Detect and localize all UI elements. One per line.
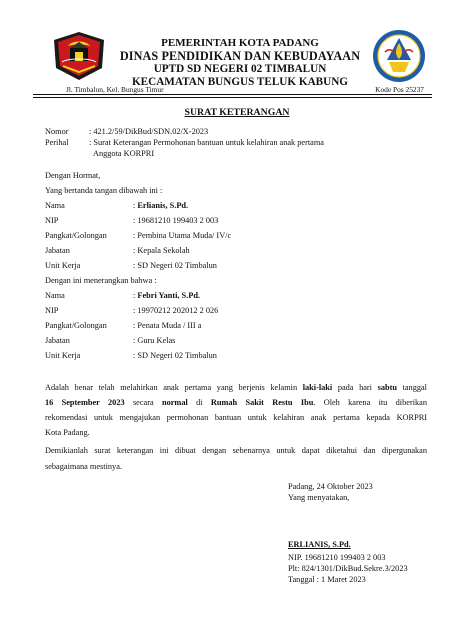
subject-jabatan-row: : Guru Kelas [133,336,176,345]
subject-pangkat-row: : Penata Muda / III a [133,321,202,330]
subject-nama-row: : Febri Yanti, S.Pd. [133,291,201,300]
perihal-value: : Surat Keterangan Permohonan bantuan untuk kelahiran anak pertama [89,138,324,147]
signer-unit-row: : SD Negeri 02 Timbalun [133,261,217,270]
letterhead-postcode: Kode Pos 25237 [375,85,424,94]
intro-subject: Dengan ini menerangkan bahwa : [45,276,157,285]
padang-city-emblem-icon [50,30,108,82]
subject-unit-label: Unit Kerja [45,351,81,360]
letterhead-title [108,37,372,89]
subject-nama-label: Nama [45,291,65,300]
signer-pangkat-value: Pembina Utama Muda/ IV/c [137,231,232,240]
paragraph-1-line-4: Kota Padang. [45,428,90,437]
subject-unit-row: : SD Negeri 02 Timbalun [133,351,217,360]
letterhead-line-2: DINAS PENDIDIKAN DAN KEBUDAYAAN [119,49,361,63]
letterhead-rule-thin [33,97,432,98]
subject-nip-value: 19970212 202012 2 026 [137,306,219,315]
subject-pangkat-value: Penata Muda / III a [137,321,202,330]
intro-signer: Yang bertanda tangan dibawah ini : [45,186,163,195]
perihal-label: Perihal [45,138,69,147]
paragraph-1-line-1: Adalah benar telah melahirkan anak pertama yang berjenis kelamin laki-laki pada hari sabtu tanggal [45,383,427,392]
signer-nip-row: : 19681210 199403 2 003 [133,216,219,225]
greeting: Dengan Hormat, [45,171,101,180]
signer-pangkat-row: : Pembina Utama Muda/ IV/c [133,231,232,240]
signer-nip-label: NIP [45,216,59,225]
signature-tanggal: Tanggal : 1 Maret 2023 [288,575,366,584]
letterhead-address: Jl. Timbalun, Kel. Bungus Timur [66,85,164,94]
signer-nama-label: Nama [45,201,65,210]
paragraph-1-line-3: rekomendasi untuk mengajukan permohonan bantuan untuk kelahiran anak pertama kepada KORPRI [45,413,427,422]
letterhead-line-4: KECAMATAN BUNGUS TELUK KABUNG [131,76,348,88]
signer-nip-value: 19681210 199403 2 003 [137,216,219,225]
signer-pangkat-label: Pangkat/Golongan [45,231,107,240]
subject-jabatan-value: Guru Kelas [137,336,176,345]
subject-nip-row: : 19970212 202012 2 026 [133,306,219,315]
letterhead-line-1: PEMERINTAH KOTA PADANG [161,37,319,49]
signer-jabatan-label: Jabatan [45,246,70,255]
signer-jabatan-value: Kepala Sekolah [137,246,190,255]
subject-jabatan-label: Jabatan [45,336,70,345]
letter-title: SURAT KETERANGAN [184,107,290,118]
signature-role: Yang menyatakan, [288,493,350,502]
nomor-value: : 421.2/59/DikBud/SDN.02/X-2023 [89,127,209,136]
letterhead-rule-thick [33,94,432,95]
subject-unit-value: SD Negeri 02 Timbalun [137,351,217,360]
subject-pangkat-label: Pangkat/Golongan [45,321,107,330]
paragraph-2-line-2: sebagaimana mestinya. [45,462,122,471]
letterhead-line-3: UPTD SD NEGERI 02 TIMBALUN [153,63,327,75]
signer-unit-label: Unit Kerja [45,261,81,270]
perihal-value-cont: Anggota KORPRI [93,149,155,158]
signer-jabatan-row: : Kepala Sekolah [133,246,190,255]
nomor-label: Nomor [45,127,69,136]
signer-nama-value: Erlianis, S.Pd. [137,201,189,210]
signature-name: ERLIANIS, S.Pd. [288,540,351,549]
paragraph-2-line-1: Demikianlah surat keterangan ini dibuat dengan sebenarnya untuk dapat diketahui dan dipergunakan [45,446,427,455]
signature-plt: Plt: 824/1301/DikBud.Sekre.3/2023 [288,564,408,573]
tut-wuri-handayani-emblem-icon [371,28,427,84]
paragraph-1-line-2: 16 September 2023 secara normal di Rumah Sakit Restu Ibu. Oleh karena itu diberikan [45,398,427,407]
subject-nip-label: NIP [45,306,59,315]
signer-unit-value: SD Negeri 02 Timbalun [137,261,217,270]
subject-nama-value: Febri Yanti, S.Pd. [137,291,201,300]
signature-nip: NIP. 19681210 199403 2 003 [288,553,386,562]
signer-nama-row: : Erlianis, S.Pd. [133,201,189,210]
signature-place-date: Padang, 24 Oktober 2023 [288,482,373,491]
